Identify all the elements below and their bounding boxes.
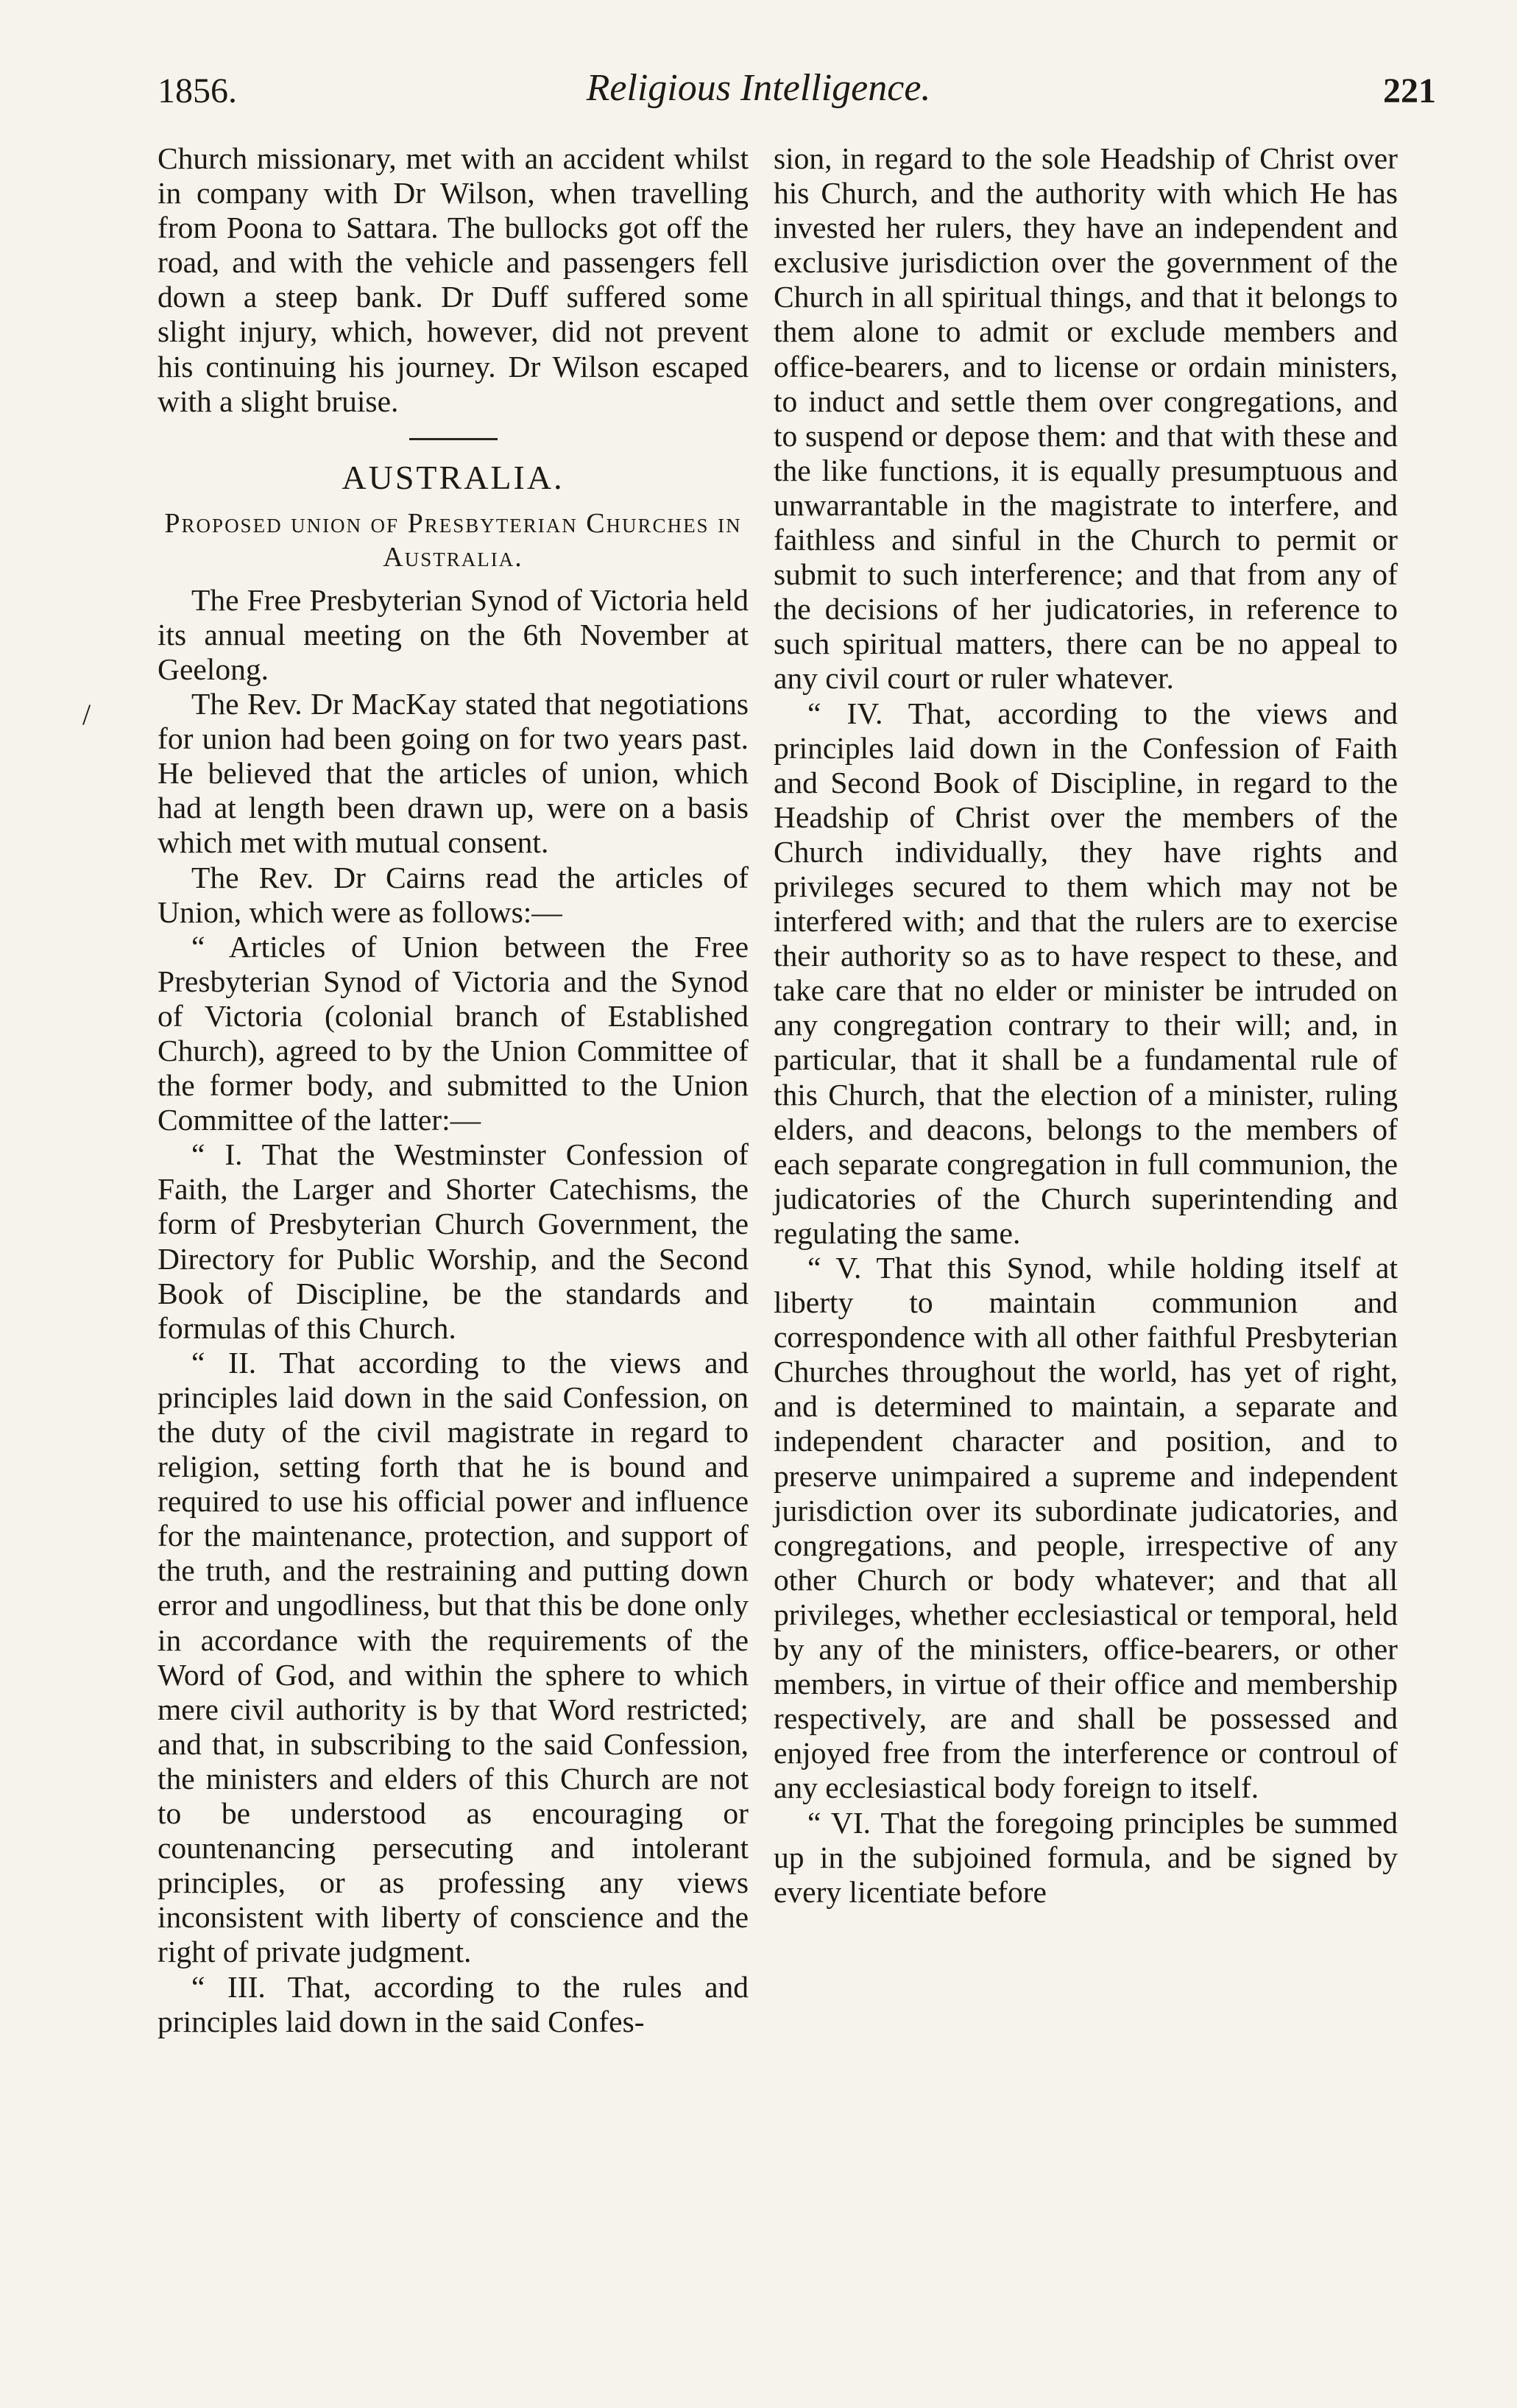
page-number: 221 <box>1383 71 1436 110</box>
header-title: Religious Intelligence. <box>586 67 931 109</box>
article-3-continued: sion, in regard to the sole Headship of Christ over his Church, and the authority with which He has invested her rulers, they have an independent and exclusive jurisdiction over the government of the Church in all spiritual things, and that it belongs to them alone to admit or exclude members and office-bearers, and to license or ordain ministers, to induct and settle them over congregations, and to suspend or depose them: and that with these and the like functions, it is equally presumptuous and unwarrantable in the magistrate to interfere, and faithless and sinful in the Church to permit or submit to such interference; and that from any of the decisions of her judicatories, in reference to such spiritual matters, there can be no appeal to any civil court or ruler whatever. <box>774 141 1398 696</box>
subheading: Proposed union of Presbyterian Churches in Australia. <box>164 507 742 573</box>
paragraph-synod-meeting: The Free Presbyterian Synod of Victoria held its annual meeting on the 6th November at Geelong. <box>158 582 749 686</box>
article-5: “ V. That this Synod, while holding itself at liberty to maintain communion and correspondence with all other faithful Presbyterian Churches throughout the world, has yet of right, and is determined to maintain, a separate and independent character and position, and to preserve unimpaired a supreme and independent jurisdiction over its subordinate judicatories, and congregations, and people, irrespective of any other Church or body whatever; and that all privileges, whether ecclesiastical or temporal, held by any of the ministers, office-bearers, or other members, in virtue of their office and membership respectively, are and shall be possessed and enjoyed free from the interference or controul of any ecclesiastical body foreign to itself. <box>774 1251 1398 1805</box>
opening-paragraph: Church missionary, met with an accident whilst in company with Dr Wilson, when travelling from Poona to Sattara. The bullocks got off the road, and with the vehicle and passengers fell down a steep bank. Dr Duff suffered some slight injury, which, however, did not prevent his continuing his journey. Dr Wilson escaped with a slight bruise. <box>158 141 749 418</box>
section-divider <box>409 438 498 440</box>
left-column <box>158 141 749 2039</box>
paragraph-cairns: The Rev. Dr Cairns read the articles of Union, which were as follows:— <box>158 860 749 929</box>
article-6-start: “ VI. That the foregoing principles be summed up in the subjoined formula, and be signed by every licentiate before <box>774 1805 1398 1909</box>
article-1: “ I. That the Westminster Confession of Faith, the Larger and Shorter Catechisms, the form of Presbyterian Church Government, the Directory for Public Worship, and the Second Book of Discipline, be the standards and formulas of this Church. <box>158 1137 749 1345</box>
paragraph-mackay: The Rev. Dr MacKay stated that negotiations for union had been going on for two years past. He believed that the articles of union, which had at length been drawn up, were on a basis which met with mutual consent. <box>158 687 749 860</box>
margin-mark: / <box>82 698 91 731</box>
paragraph-articles-intro: “ Articles of Union between the Free Presbyterian Synod of Victoria and the Synod of Victoria (colonial branch of Established Church), agreed to by the Union Committee of the former body, and submitted to the Union Committee of the latter:— <box>158 929 749 1137</box>
right-column <box>774 141 1398 1910</box>
running-header <box>0 66 1517 133</box>
article-2: “ II. That according to the views and principles laid down in the said Confession, on the duty of the civil magistrate in regard to religion, setting forth that he is bound and required to use his official power and influence for the maintenance, protection, and support of the truth, and the restraining and putting down error and ungodliness, but that this be done only in accordance with the requirements of the Word of God, and within the sphere to which mere civil authority is by that Word restricted; and that, in subscribing to the said Confession, the ministers and elders of this Church are not to be understood as encouraging or countenancing persecuting and intolerant principles, or as professing any views inconsistent with liberty of conscience and the right of private judgment. <box>158 1345 749 1969</box>
article-3-start: “ III. That, according to the rules and principles laid down in the said Confes- <box>158 1969 749 2038</box>
section-title: AUSTRALIA. <box>342 458 565 496</box>
header-year: 1856. <box>158 71 237 110</box>
article-4: “ IV. That, according to the views and principles laid down in the Confession of Faith and Second Book of Discipline, in regard to the Headship of Christ over the members of the Church individually, they have rights and privileges secured to them which may not be interfered with; and that the rulers are to exercise their authority so as to have respect to these, and take care that no elder or minister be intruded on any congregation contrary to their will; and, in particular, that it shall be a fundamental rule of this Church, that the election of a minister, ruling elders, and deacons, belongs to the members of each separate congregation in full communion, the judicatories of the Church superintending and regulating the same. <box>774 696 1398 1250</box>
